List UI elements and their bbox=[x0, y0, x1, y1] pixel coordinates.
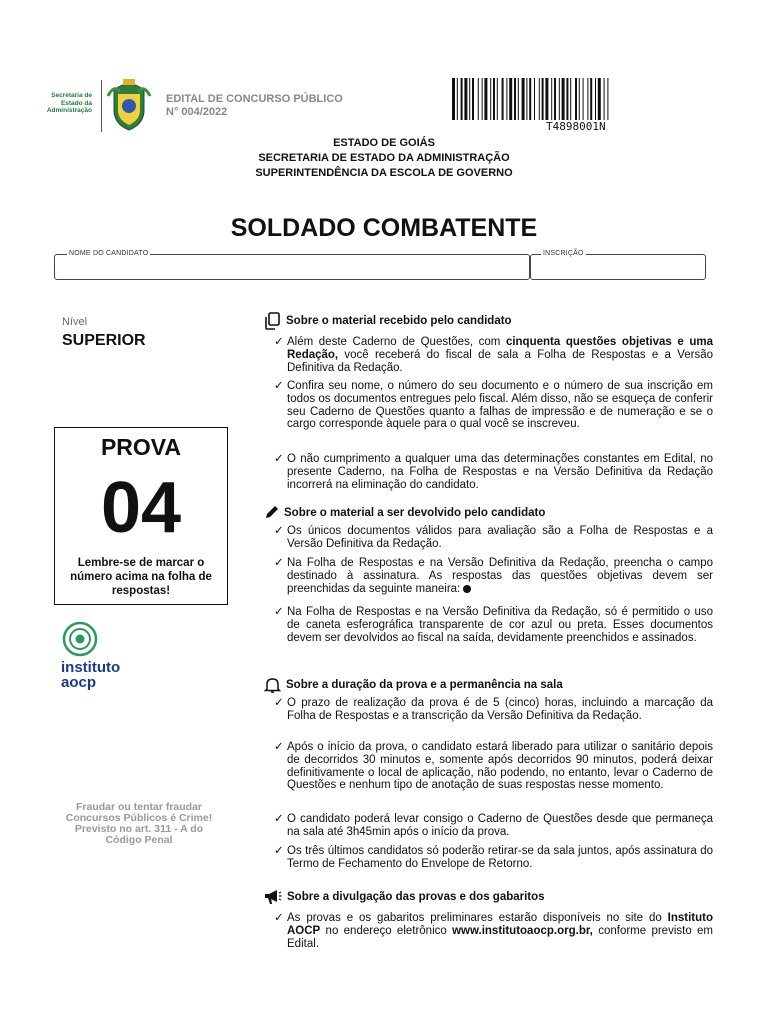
barcode-text: T4898001N bbox=[546, 120, 606, 133]
prova-box bbox=[54, 427, 228, 605]
list-item: ✓ O não cumprimento a qualquer uma das determinações constantes em Edital, no presente Caderno, na Folha de Respostas e na Versão Definitiva da Redação incorrerá na eliminação do candidato. bbox=[274, 453, 713, 491]
page-title: SOLDADO COMBATENTE bbox=[230, 214, 538, 242]
documents-icon bbox=[264, 312, 281, 330]
list-item: ✓ Confira seu nome, o número do seu documento e o número de sua inscrição em todos os documentos entregues pelo fiscal. Além disso, não se esqueça de conferir seu Caderno de Questões quanto a falhas de impressão e de numeração e se o cargo corresponde àquele para o qual você se inscreveu. bbox=[274, 380, 713, 431]
candidate-name-field[interactable] bbox=[54, 250, 530, 280]
list-item: ✓ As provas e os gabaritos preliminares estarão disponíveis no site do Instituto AOCP no endereço eletrônico www.institutoaocp.org.br, conforme previsto em Edital. bbox=[274, 912, 714, 950]
list-item: ✓ Os três últimos candidatos só poderão retirar-se da sala juntos, após assinatura do Termo de Fechamento do Envelope de Retorno. bbox=[274, 845, 713, 870]
edital-heading: EDITAL DE CONCURSO PÚBLICO N° 004/2022 bbox=[166, 93, 343, 118]
instituto-aocp-logo-text: instituto aocp bbox=[61, 659, 121, 691]
list-item: ✓ O prazo de realização da prova é de 5 (cinco) horas, incluindo a marcação da Folha de Respostas e a transcrição da Versão Definitiva da Redação. bbox=[274, 697, 713, 722]
section-material-devolvido-heading: Sobre o material a ser devolvido pelo candidato bbox=[264, 505, 545, 520]
check-icon: ✓ bbox=[274, 845, 284, 857]
check-icon: ✓ bbox=[274, 557, 284, 569]
barcode-icon bbox=[452, 78, 716, 120]
superintendencia-line: SUPERINTENDÊNCIA DA ESCOLA DE GOVERNO bbox=[255, 167, 513, 179]
check-icon: ✓ bbox=[274, 741, 284, 753]
instituto-aocp-logo-icon bbox=[62, 621, 98, 657]
list-item: ✓ Além deste Caderno de Questões, com cinquenta questões objetivas e uma Redação, você receberá do fiscal de sala a Folha de Respostas e a Versão Definitiva da Redação. bbox=[274, 336, 713, 374]
section-duracao-heading: Sobre a duração da prova e a permanência na sala bbox=[264, 676, 563, 693]
header-divider bbox=[101, 80, 102, 132]
secretaria-line: SECRETARIA DE ESTADO DA ADMINISTRAÇÃO bbox=[258, 152, 510, 164]
check-icon: ✓ bbox=[274, 525, 284, 537]
filled-bubble-icon bbox=[463, 585, 471, 593]
prova-label: PROVA bbox=[100, 434, 182, 460]
nivel-label: Nível bbox=[62, 316, 88, 328]
goias-crest-icon bbox=[106, 76, 152, 134]
section-divulgacao-heading: Sobre a divulgação das provas e dos gabaritos bbox=[264, 889, 545, 905]
inscricao-field[interactable] bbox=[530, 250, 706, 280]
check-icon: ✓ bbox=[274, 912, 284, 924]
pencil-icon bbox=[264, 505, 279, 520]
list-item: ✓ Na Folha de Respostas e na Versão Definitiva da Redação, preencha o campo destinado à assinatura. As respostas das questões objetivas devem ser preenchidas da seguinte maneira: bbox=[274, 557, 713, 595]
list-item: ✓ Após o início da prova, o candidato estará liberado para utilizar o sanitário depois de decorridos 30 minutos e, somente após decorridos 90 minutos, poderá deixar definitivamente o local de aplicação, não podendo, no entanto, levar o Caderno de Questões e nenhum tipo de anotação de suas respostas nesse momento. bbox=[274, 741, 713, 792]
check-icon: ✓ bbox=[274, 380, 284, 392]
bell-icon bbox=[264, 676, 281, 693]
nivel-value: SUPERIOR bbox=[62, 332, 146, 349]
inscricao-label: INSCRIÇÃO bbox=[543, 250, 584, 257]
check-icon: ✓ bbox=[274, 453, 284, 465]
check-icon: ✓ bbox=[274, 697, 284, 709]
state-line: ESTADO DE GOIÁS bbox=[333, 137, 435, 149]
megaphone-icon bbox=[264, 889, 282, 905]
list-item: ✓ Na Folha de Respostas e na Versão Definitiva da Redação, só é permitido o uso de caneta esferográfica transparente de cor azul ou preta. Esses documentos devem ser devolvidos ao fiscal na saída, devidamente preenchidos e assinados. bbox=[274, 606, 713, 644]
candidate-name-label: NOME DO CANDIDATO bbox=[69, 250, 149, 257]
secretaria-label: Secretaria de Estado da Administração bbox=[46, 92, 92, 114]
list-item: ✓ Os únicos documentos válidos para avaliação são a Folha de Respostas e a Versão Definitiva da Redação. bbox=[274, 525, 713, 550]
check-icon: ✓ bbox=[274, 336, 284, 348]
prova-number: 04 bbox=[100, 468, 182, 548]
section-material-recebido-heading: Sobre o material recebido pelo candidato bbox=[264, 312, 512, 330]
check-icon: ✓ bbox=[274, 606, 284, 618]
prova-note: Lembre-se de marcar o número acima na folha de respostas! bbox=[70, 557, 212, 597]
fraud-warning: Fraudar ou tentar fraudar Concursos Públicos é Crime! Previsto no art. 311 - A do Código Penal bbox=[65, 801, 213, 846]
check-icon: ✓ bbox=[274, 813, 284, 825]
list-item: ✓ O candidato poderá levar consigo o Caderno de Questões desde que permaneça na sala até 3h45min após o início da prova. bbox=[274, 813, 713, 838]
